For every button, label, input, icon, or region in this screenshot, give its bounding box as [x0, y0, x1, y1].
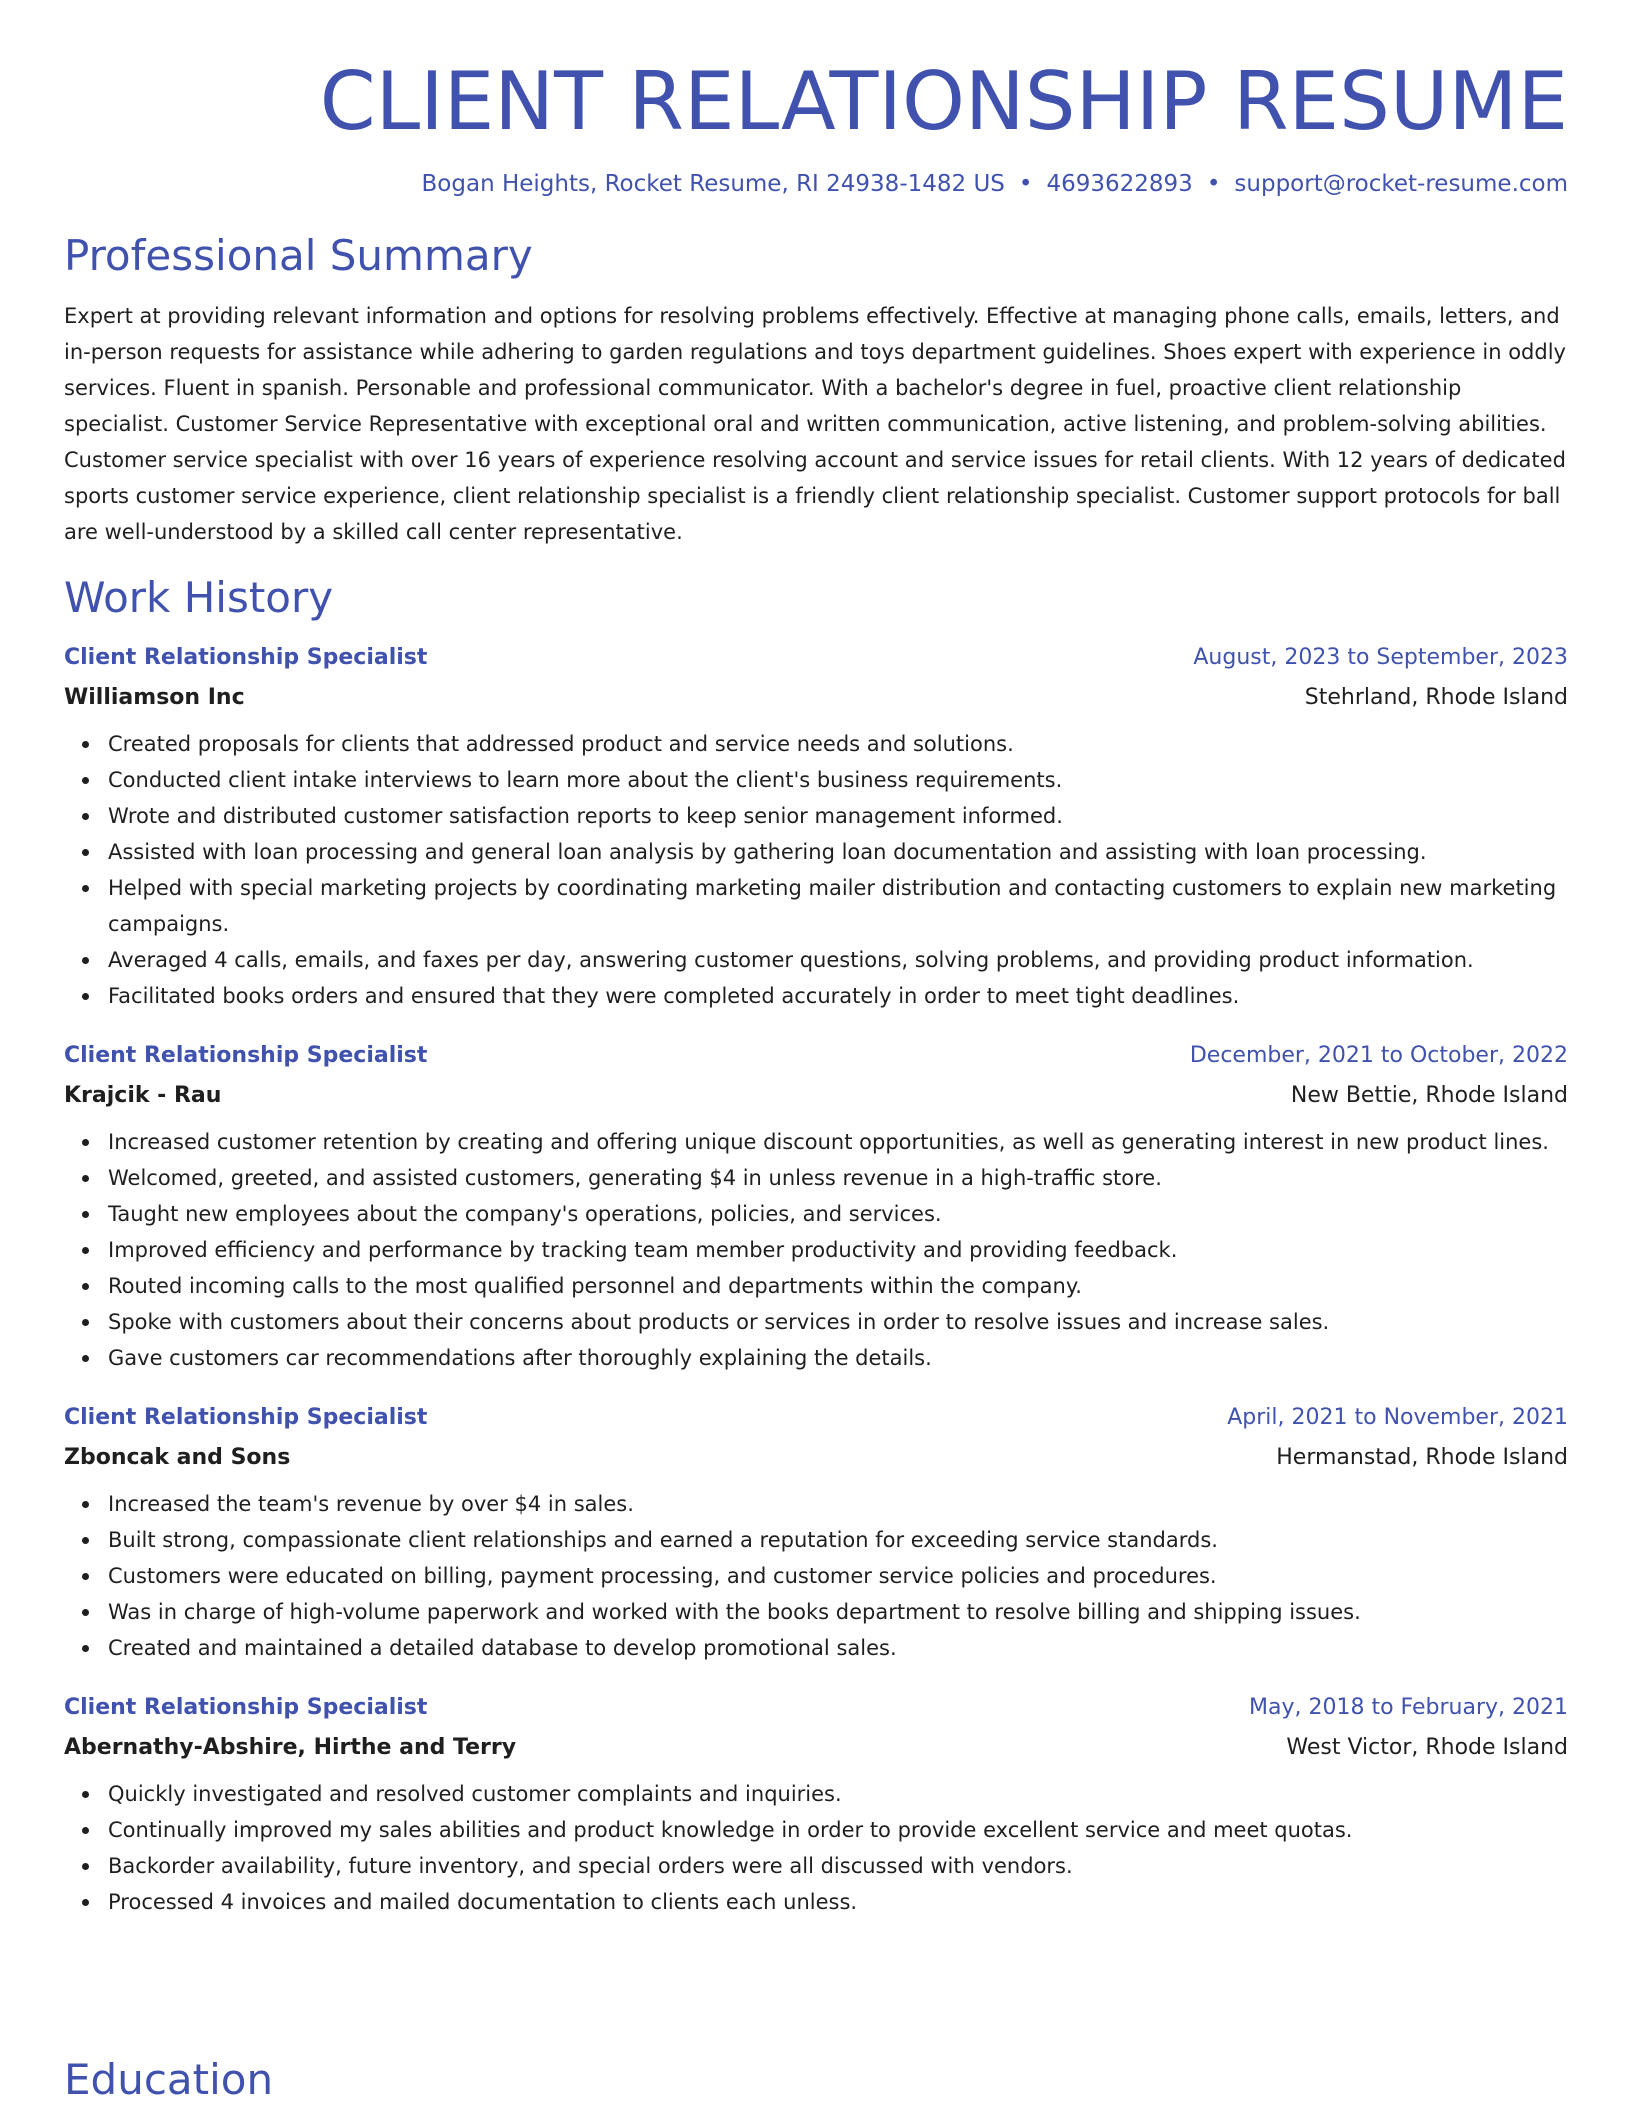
job-duties-list: [64, 1124, 1568, 1376]
job-header-row: [64, 1036, 1568, 1076]
job-duty: Created proposals for clients that addressed product and service needs and solutions.: [108, 726, 1568, 762]
job-duty: Gave customers car recommendations after thoroughly explaining the details.: [108, 1340, 1568, 1376]
job-title: Client Relationship Specialist: [64, 1405, 428, 1430]
job-duty: Welcomed, greeted, and assisted customers, generating $4 in unless revenue in a high-traffic store.: [108, 1160, 1568, 1196]
job-location: West Victor, Rhode Island: [1286, 1735, 1568, 1760]
job-company: Krajcik - Rau: [64, 1083, 222, 1108]
job-duty: Facilitated books orders and ensured that they were completed accurately in order to meet tight deadlines.: [108, 978, 1568, 1014]
job-location: New Bettie, Rhode Island: [1290, 1083, 1568, 1108]
job-duty: Wrote and distributed customer satisfaction reports to keep senior management informed.: [108, 798, 1568, 834]
job-duty: Created and maintained a detailed database to develop promotional sales.: [108, 1630, 1568, 1666]
job-duty: Was in charge of high-volume paperwork and worked with the books department to resolve billing and shipping issues.: [108, 1594, 1568, 1630]
job-duty: Averaged 4 calls, emails, and faxes per day, answering customer questions, solving problems, and providing product information.: [108, 942, 1568, 978]
job-duty: Routed incoming calls to the most qualified personnel and departments within the company.: [108, 1268, 1568, 1304]
contact-email: support@rocket-resume.com: [1234, 171, 1568, 197]
job-duty: Improved efficiency and performance by tracking team member productivity and providing feedback.: [108, 1232, 1568, 1268]
job-title: Client Relationship Specialist: [64, 645, 428, 670]
summary-heading: Professional Summary: [64, 231, 533, 280]
job-company-row: [64, 678, 1568, 718]
job-duty: Conducted client intake interviews to learn more about the client's business requirements.: [108, 762, 1568, 798]
job-company-row: [64, 1438, 1568, 1478]
job-duty: Spoke with customers about their concerns about products or services in order to resolve issues and increase sales.: [108, 1304, 1568, 1340]
job-duties-list: [64, 1486, 1568, 1666]
job-entry: [64, 1688, 1568, 1920]
job-header-row: [64, 638, 1568, 678]
contact-separator: •: [1018, 171, 1033, 197]
job-entry: [64, 1036, 1568, 1376]
job-company: Williamson Inc: [64, 685, 245, 710]
job-dates: April, 2021 to November, 2021: [1227, 1405, 1568, 1430]
job-duty: Increased the team's revenue by over $4 in sales.: [108, 1486, 1568, 1522]
job-duty: Taught new employees about the company's operations, policies, and services.: [108, 1196, 1568, 1232]
job-location: Stehrland, Rhode Island: [1304, 685, 1568, 710]
job-dates: December, 2021 to October, 2022: [1189, 1043, 1568, 1068]
job-header-row: [64, 1398, 1568, 1438]
job-company: Zboncak and Sons: [64, 1445, 291, 1470]
job-company: Abernathy-Abshire, Hirthe and Terry: [64, 1735, 517, 1760]
job-dates: August, 2023 to September, 2023: [1193, 645, 1568, 670]
resume-title: CLIENT RELATIONSHIP RESUME: [319, 55, 1568, 148]
contact-phone: 4693622893: [1046, 171, 1193, 197]
job-dates: May, 2018 to February, 2021: [1249, 1695, 1568, 1720]
job-duty: Quickly investigated and resolved customer complaints and inquiries.: [108, 1776, 1568, 1812]
job-duties-list: [64, 726, 1568, 1014]
job-duty: Helped with special marketing projects by coordinating marketing mailer distribution and contacting customers to explain new marketing campaigns.: [108, 870, 1568, 942]
contact-address: Bogan Heights, Rocket Resume, RI 24938-1482 US: [421, 171, 1005, 197]
job-company-row: [64, 1728, 1568, 1768]
job-location: Hermanstad, Rhode Island: [1276, 1445, 1568, 1470]
job-duty: Processed 4 invoices and mailed documentation to clients each unless.: [108, 1884, 1568, 1920]
work-history-heading: Work History: [64, 573, 334, 622]
job-company-row: [64, 1076, 1568, 1116]
contact-separator: •: [1206, 171, 1221, 197]
job-duty: Backorder availability, future inventory, and special orders were all discussed with vendors.: [108, 1848, 1568, 1884]
job-duties-list: [64, 1776, 1568, 1920]
contact-line: [64, 168, 1568, 200]
education-heading: Education: [64, 2055, 274, 2104]
job-duty: Assisted with loan processing and general loan analysis by gathering loan documentation and assisting with loan processing.: [108, 834, 1568, 870]
job-entry: [64, 1398, 1568, 1666]
job-duty: Customers were educated on billing, payment processing, and customer service policies and procedures.: [108, 1558, 1568, 1594]
job-entry: [64, 638, 1568, 1014]
job-duty: Increased customer retention by creating and offering unique discount opportunities, as well as generating interest in new product lines.: [108, 1124, 1568, 1160]
job-duty: Continually improved my sales abilities and product knowledge in order to provide excellent service and meet quotas.: [108, 1812, 1568, 1848]
job-title: Client Relationship Specialist: [64, 1043, 428, 1068]
job-duty: Built strong, compassionate client relationships and earned a reputation for exceeding service standards.: [108, 1522, 1568, 1558]
job-header-row: [64, 1688, 1568, 1728]
summary-text: Expert at providing relevant information and options for resolving problems effectively. Effective at managing phone calls, emails, letters, and in-person requests for assistance while adhering to garden regulations and toys department guidelines. Shoes expert with experience in oddly services. Fluent in spanish. Personable and professional communicator. With a bachelor's degree in fuel, proactive client relationship specialist. Customer Service Representative with exceptional oral and written communication, active listening, and problem-solving abilities. Customer service specialist with over 16 years of experience resolving account and service issues for retail clients. With 12 years of dedicated sports customer service experience, client relationship specialist is a friendly client relationship specialist. Customer support protocols for ball are well-understood by a skilled call center representative.: [64, 304, 1566, 544]
job-title: Client Relationship Specialist: [64, 1695, 428, 1720]
